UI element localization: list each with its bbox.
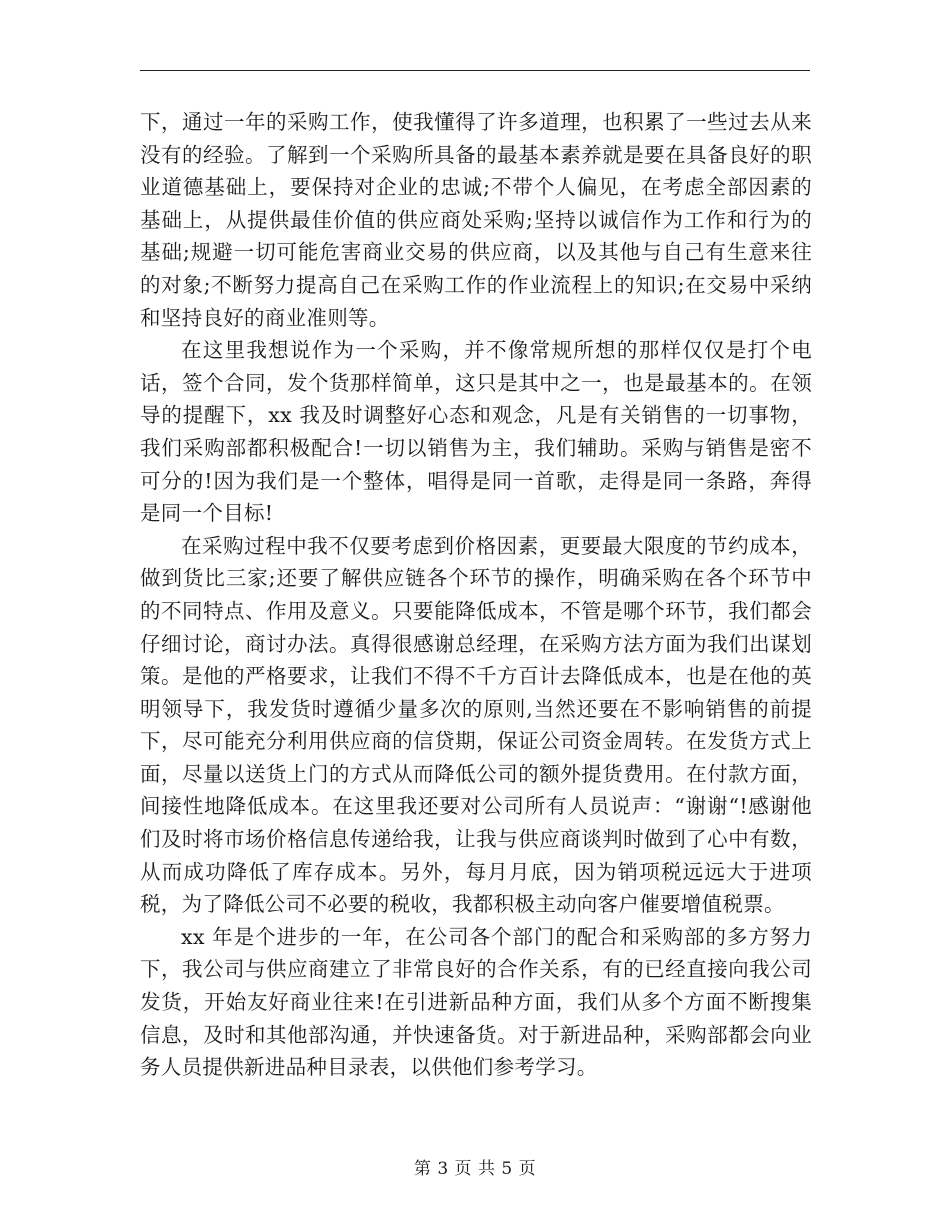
paragraph-2: 在这里我想说作为一个采购，并不像常规所想的那样仅仅是打个电话，签个合同，发个货那样简单，这只是其中之一，也是最基本的。在领导的提醒下，xx 我及时调整好心态和观念，凡是有关销售的一切事物，我们采购部都积极配合!一切以销售为主，我们辅助。采购与销售是密不可分的!因为我们是一个整体，唱得是同一首歌，走得是同一条路，奔得是同一个目标! <box>140 338 812 526</box>
paragraph-1: 下，通过一年的采购工作，使我懂得了许多道理，也积累了一些过去从来没有的经验。了解到一个采购所具备的最基本素养就是要在具备良好的职业道德基础上，要保持对企业的忠诚;不带个人偏见，在考虑全部因素的基础上，从提供最佳价值的供应商处采购;坚持以诚信作为工作和行为的基础;规避一切可能危害商业交易的供应商，以及其他与自己有生意来往的对象;不断努力提高自己在采购工作的作业流程上的知识;在交易中采纳和坚持良好的商业准则等。 <box>140 110 812 330</box>
document-body <box>140 106 812 1084</box>
paragraph-3: 在采购过程中我不仅要考虑到价格因素，更要最大限度的节约成本，做到货比三家;还要了解供应链各个环节的操作，明确采购在各个环节中的不同特点、作用及意义。只要能降低成本，不管是哪个环节，我们都会仔细讨论，商讨办法。真得很感谢总经理，在采购方法方面为我们出谋划策。是他的严格要求，让我们不得不千方百计去降低成本，也是在他的英明领导下，我发货时遵循少量多次的原则,当然还要在不影响销售的前提下，尽可能充分利用供应商的信贷期，保证公司资金周转。在发货方式上面，尽量以送货上门的方式从而降低公司的额外提货费用。在付款方面，间接性地降低成本。在这里我还要对公司所有人员说声：“谢谢“!感谢他们及时将市场价格信息传递给我，让我与供应商谈判时做到了心中有数，从而成功降低了库存成本。另外，每月月底，因为销项税远远大于进项税，为了降低公司不必要的税收，我都积极主动向客户催要增值税票。 <box>140 533 812 917</box>
page-number-footer: 第 3 页 共 5 页 <box>413 1159 537 1179</box>
header-rule <box>140 70 810 71</box>
paragraph-4: xx 年是个进步的一年，在公司各个部门的配合和采购部的多方努力下，我公司与供应商建立了非常良好的合作关系，有的已经直接向我公司发货，开始友好商业往来!在引进新品种方面，我们从多个方面不断搜集信息，及时和其他部沟通，并快速备货。对于新进品种，采购部都会向业务人员提供新进品种目录表，以供他们参考学习。 <box>140 924 812 1080</box>
